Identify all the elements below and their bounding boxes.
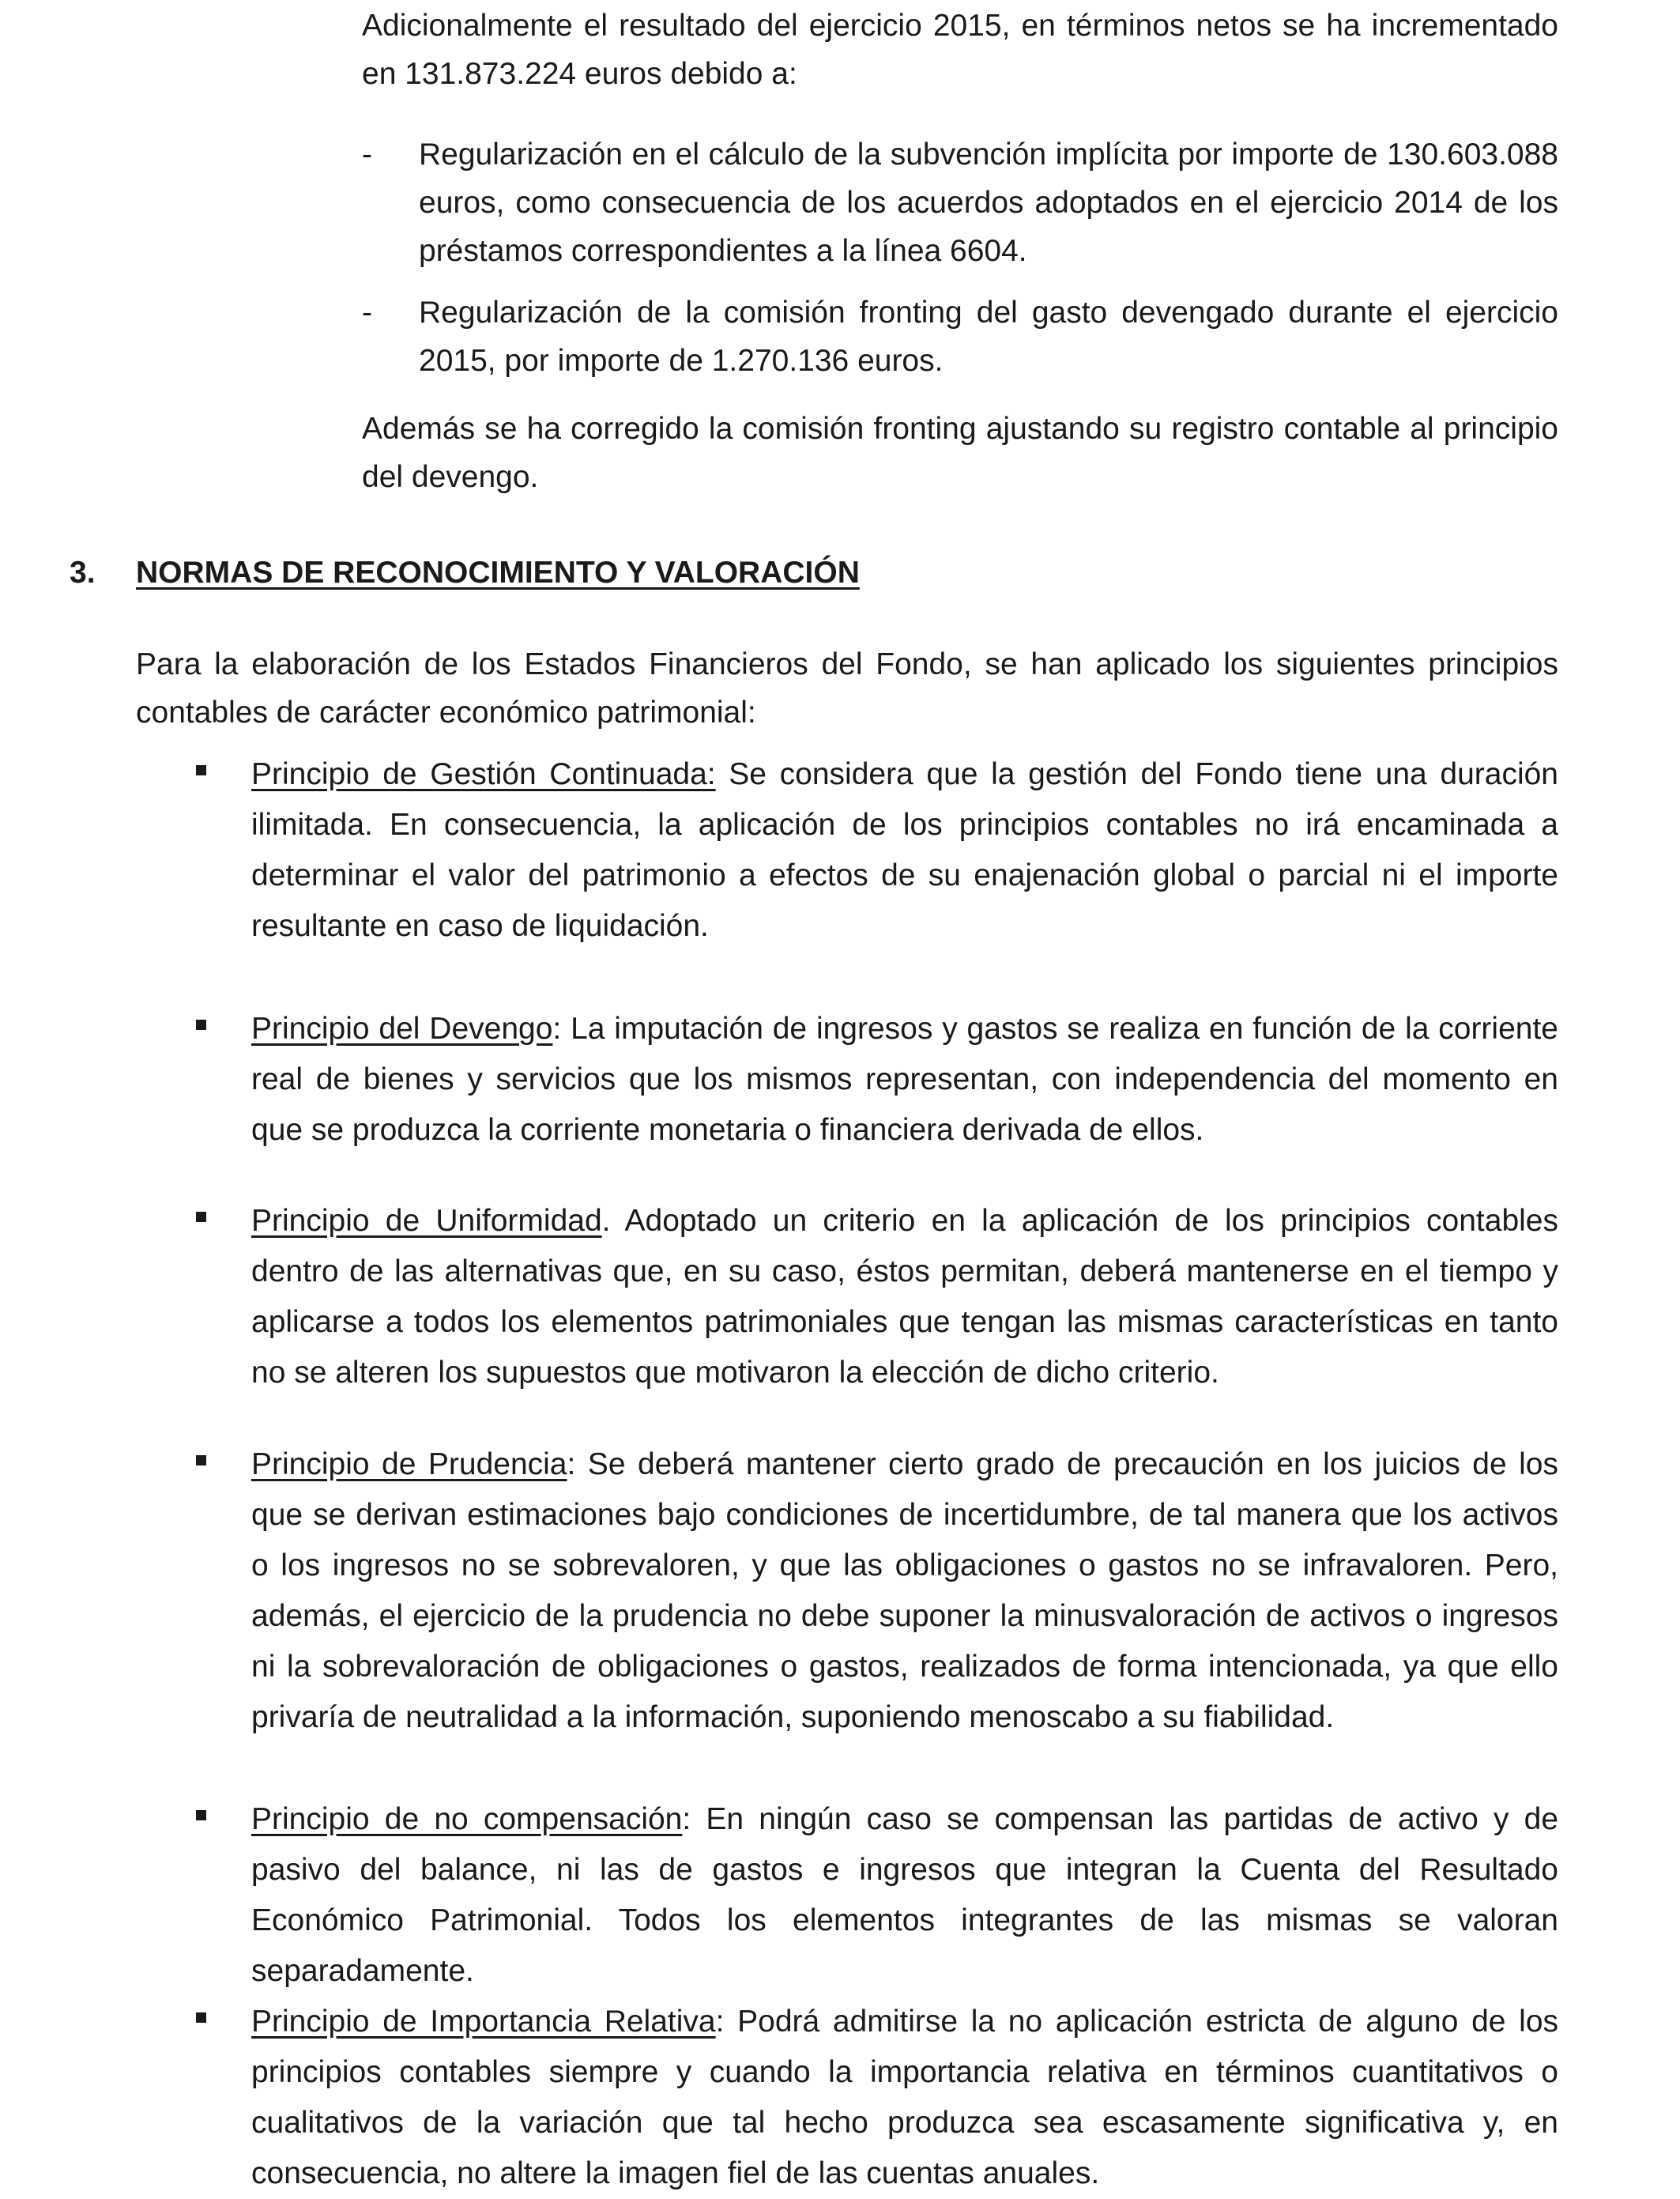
bullet-square-4 <box>196 1455 206 1465</box>
section-number: 3. <box>70 556 96 590</box>
principle-term: Principio de Uniformidad <box>251 1204 602 1238</box>
bullet-square-5 <box>196 1810 206 1820</box>
dash-item-1: Regularización en el cálculo de la subvención implícita por importe de 130.603.088 euros, como consecuencia de los acuerdos adoptados en el ejercicio 2014 de los préstamos correspondientes a la línea 6604. <box>419 138 1558 268</box>
principle-term: Principio de Prudencia <box>251 1447 567 1481</box>
section-lead: Para la elaboración de los Estados Financieros del Fondo, se han aplicado los siguientes principios contables de carácter económico patrimonial: <box>136 647 1558 730</box>
principle-term: Principio de Importancia Relativa <box>251 2005 716 2039</box>
principle-prudencia <box>251 1439 1558 1743</box>
principle-text: . Adoptado un criterio en la aplicación de los principios contables dentro de las alternativas que, en su caso, éstos permitan, deberá mantenerse en el tiempo y aplicarse a todos los elementos patrimoniales que tengan las mismas características en tanto no se alteren los supuestos que motivaron la elección de dicho criterio. <box>251 1204 1558 1390</box>
bullet-square-1 <box>196 765 206 775</box>
principle-importancia-relativa <box>251 1997 1558 2199</box>
intro-paragraph: Adicionalmente el resultado del ejercicio 2015, en términos netos se ha incrementado en 131.873.224 euros debido a: <box>362 9 1558 91</box>
section-title: NORMAS DE RECONOCIMIENTO Y VALORACIÓN <box>136 556 860 590</box>
principle-no-compensacion <box>251 1794 1558 1997</box>
bullet-square-6 <box>196 2012 206 2023</box>
bullet-square-2 <box>196 1020 206 1030</box>
principle-text: : En ningún caso se compensan las partidas de activo y de pasivo del balance, ni las de gastos e ingresos que integran la Cuenta del Resultado Económico Patrimonial. Todos los elementos integrantes de las mismas se valoran separadamente. <box>251 1802 1559 1988</box>
principle-term: Principio del Devengo <box>251 1012 553 1046</box>
principle-gestion-continuada <box>251 749 1558 952</box>
intro-closing: Además se ha corregido la comisión fronting ajustando su registro contable al principio del devengo. <box>362 412 1558 494</box>
dash-marker-2: - <box>362 296 372 330</box>
principle-devengo <box>251 1004 1558 1156</box>
bullet-square-3 <box>196 1212 206 1222</box>
principle-text: Se considera que la gestión del Fondo tiene una duración ilimitada. En consecuencia, la aplicación de los principios contables no irá encaminada a determinar el valor del patrimonio a efectos de su enajenación global o parcial ni el importe resultante en caso de liquidación. <box>251 757 1559 943</box>
dash-item-2: Regularización de la comisión fronting del gasto devengado durante el ejercicio 2015, por importe de 1.270.136 euros. <box>419 296 1558 378</box>
principle-text: : La imputación de ingresos y gastos se realiza en función de la corriente real de bienes y servicios que los mismos representan, con independencia del momento en que se produzca la corriente monetaria o financiera derivada de ellos. <box>251 1012 1558 1147</box>
principle-term: Principio de Gestión Continuada: <box>251 757 716 791</box>
principle-term: Principio de no compensación <box>251 1802 683 1836</box>
principle-text: : Se deberá mantener cierto grado de precaución en los juicios de los que se derivan estimaciones bajo condiciones de incertidumbre, de tal manera que los activos o los ingresos no se sobrevaloren, y que las obligaciones o gastos no se infravaloren. Pero, además, el ejercicio de la prudencia no debe suponer la minusvaloración de activos o ingresos ni la sobrevaloración de obligaciones o gastos, realizados de forma intencionada, ya que ello privaría de neutralidad a la información, suponiendo menoscabo a su fiabilidad. <box>251 1447 1558 1734</box>
principle-text: : Podrá admitirse la no aplicación estricta de alguno de los principios contables siempre y cuando la importancia relativa en términos cuantitativos o cualitativos de la variación que tal hecho produzca sea escasamente significativa y, en consecuencia, no altere la imagen fiel de las cuentas anuales. <box>251 2005 1559 2190</box>
principle-uniformidad <box>251 1196 1558 1398</box>
dash-marker-1: - <box>362 138 372 172</box>
